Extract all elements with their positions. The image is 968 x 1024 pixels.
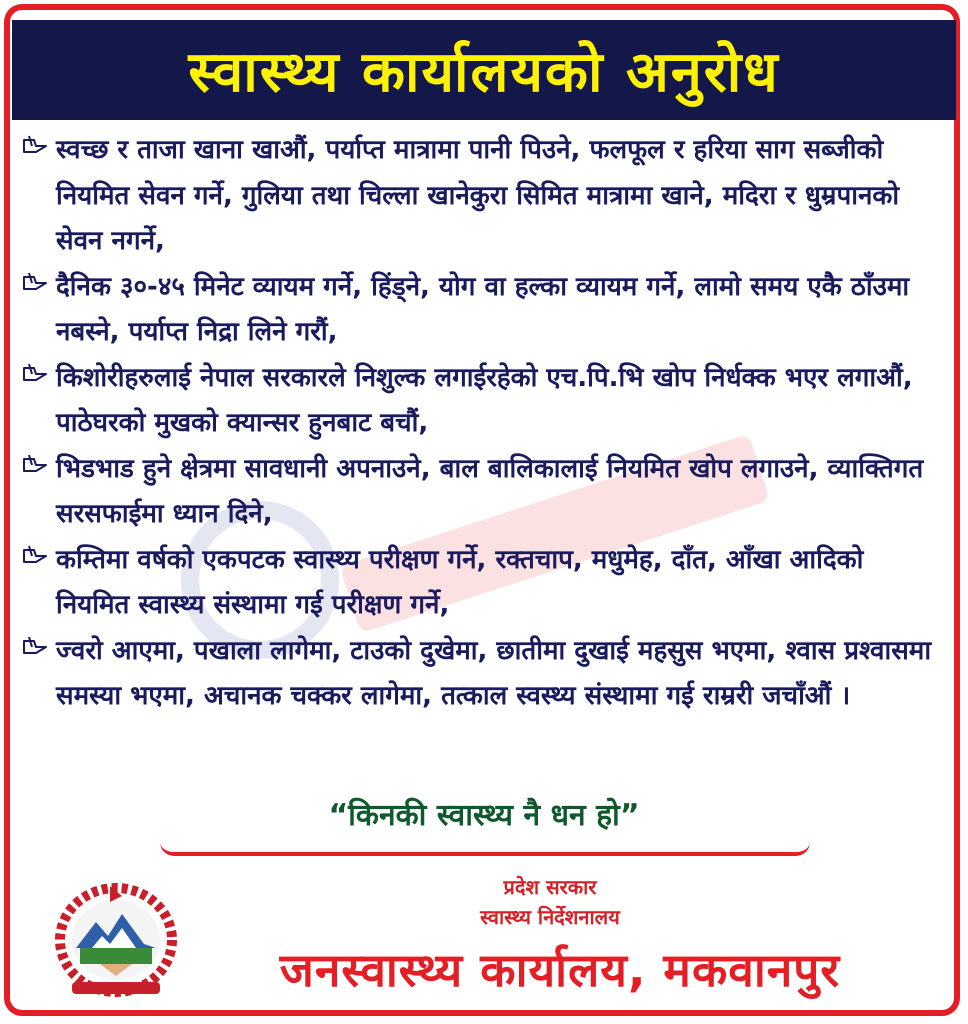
province-government: प्रदेश सरकार (503, 875, 597, 899)
health-directorate: स्वास्थ्य निर्देशनालय (480, 905, 620, 929)
advice-text: ज्वरो आएमा, पखाला लागेमा, टाउको दुखेमा, छातीमा दुखाई महसुस भएमा, श्वास प्रश्वासमा समस्या भएमा, अचानक चक्कर लागेमा, तत्काल स्वस्थ्य संस्थामा गई राम्ररी जचाँऔं । (56, 635, 932, 711)
office-name: जनस्वास्थ्य कार्यालय, मकवानपुर (279, 943, 841, 997)
list-item (22, 629, 942, 720)
pointing-hand-icon (22, 356, 56, 392)
government-info (400, 872, 700, 932)
pointing-hand-icon (22, 629, 56, 665)
advice-text: किशोरीहरुलाई नेपाल सरकारले निशुल्क लगाईरहेको एच.पि.भि खोप निर्धक्क भएर लगाऔं, पाठेघरको मुखको क्यान्सर हुनबाट बचौं, (56, 362, 913, 438)
list-item (22, 128, 942, 265)
page-title: स्वास्थ्य कार्यालयको अनुरोध (188, 40, 780, 105)
advice-text: भिडभाड हुने क्षेत्रमा सावधानी अपनाउने, बाल बालिकालाई नियमित खोप लगाउने, व्याक्तिगत सरसफाईमा ध्यान दिने, (56, 453, 924, 529)
slogan-underline (160, 842, 810, 856)
header-banner (12, 20, 956, 120)
advice-list (22, 128, 942, 720)
advice-text: दैनिक ३०-४५ मिनेट व्यायम गर्ने, हिंड्ने, योग वा हल्का व्यायम गर्ने, लामो समय एकै ठाँउमा नबस्ने, पर्याप्त निद्रा लिने गरौं, (56, 271, 910, 347)
nepal-government-emblem-icon (52, 878, 180, 1000)
pointing-hand-icon (22, 447, 56, 483)
pointing-hand-icon (22, 128, 56, 164)
advice-text: स्वच्छ र ताजा खाना खाऔं, पर्याप्त मात्रामा पानी पिउने, फलफूल र हरिया साग सब्जीको नियमित सेवन गर्ने, गुलिया तथा चिल्ला खानेकुरा सिमित मात्रामा खाने, मदिरा र धुम्रपानको सेवन नगर्ने, (56, 135, 900, 256)
list-item (22, 447, 942, 538)
slogan: “किनकी स्वास्थ्य नै धन हो” (328, 798, 640, 833)
pointing-hand-icon (22, 538, 56, 574)
list-item (22, 265, 942, 356)
list-item (22, 356, 942, 447)
advice-text: कम्तिमा वर्षको एकपटक स्वास्थ्य परीक्षण गर्ने, रक्तचाप, मधुमेह, दाँत, आँखा आदिको नियमित स्वास्थ्य संस्थामा गई परीक्षण गर्ने, (56, 544, 864, 620)
list-item (22, 538, 942, 629)
pointing-hand-icon (22, 265, 56, 301)
